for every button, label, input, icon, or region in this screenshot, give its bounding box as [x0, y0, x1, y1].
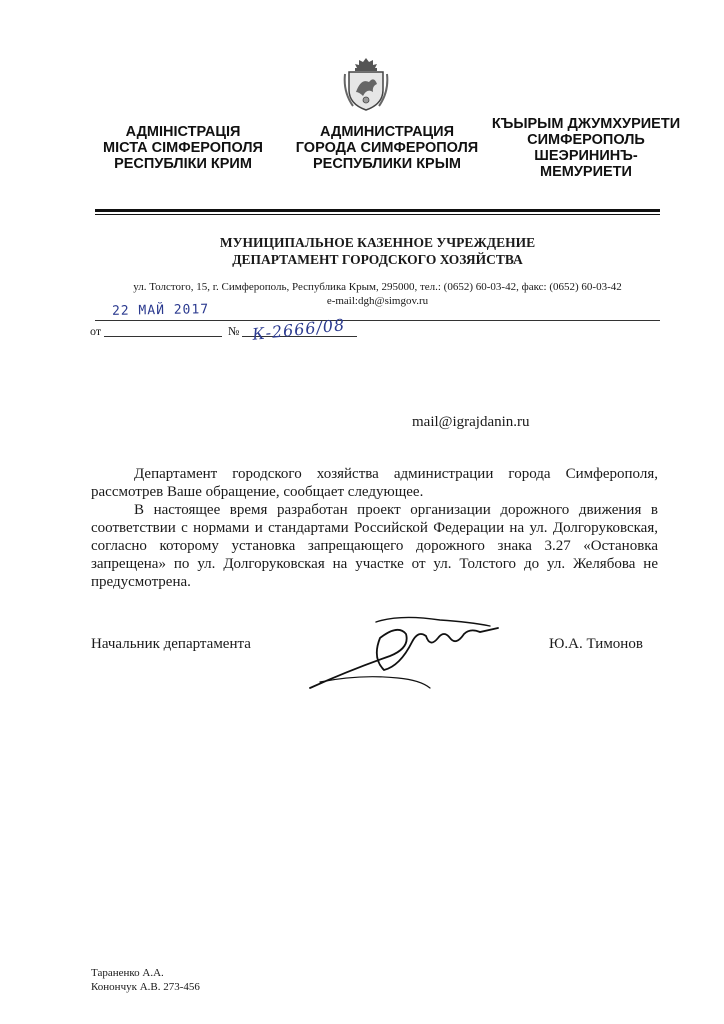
organization-line: МУНИЦИПАЛЬНОЕ КАЗЕННОЕ УЧРЕЖДЕНИЕ [219, 235, 536, 250]
header-left-line: РЕСПУБЛІКИ КРИМ [114, 156, 252, 172]
crimea-coat-of-arms-icon [343, 56, 389, 112]
header-right-line: СИМФЕРОПОЛЬ [527, 132, 645, 148]
header-divider-thin [95, 214, 660, 215]
signatory-title: Начальник департамента [91, 636, 251, 652]
header-center-line: РЕСПУБЛИКИ КРЫМ [312, 156, 461, 172]
body-paragraph: В настоящее время разработан проект организации дорожного движения в соответствии с нормами и стандартами Российской Федерации на ул. Долгоруковская, согласно которому установка запрещающего дорожного знака 3.27 «Остановка запрещена» по ул. Долгоруковская на участке от ул. Толстого до ул. Желябова не предусмотрена. [91, 502, 658, 590]
signatory-name: Ю.А. Тимонов [549, 636, 643, 652]
executor-line: Конончук А.В. 273-456 [91, 981, 200, 993]
header-right-line: ШЕЭРИНИНЪ- [534, 148, 638, 164]
body-paragraph: Департамент городского хозяйства администрации города Симферополя, рассмотрев Ваше обращение, сообщает следующее. [91, 466, 658, 500]
recipient-email: mail@igrajdanin.ru [412, 414, 530, 430]
date-stamp: 22 МАЙ 2017 [111, 302, 210, 319]
organization-name [95, 234, 660, 268]
header-center-line: АДМИНИСТРАЦИЯ [319, 124, 454, 140]
handwritten-number: К-2666/08 [251, 315, 347, 344]
header-left-line: МІСТА СІМФЕРОПОЛЯ [103, 140, 263, 156]
from-label: от [90, 324, 102, 338]
header-left-line: АДМІНІСТРАЦІЯ [125, 124, 241, 140]
executor-line: Тараненко А.А. [91, 967, 164, 979]
address-email: e-mail:dgh@simgov.ru [326, 295, 429, 307]
handwritten-signature [280, 608, 520, 698]
number-label: № [228, 324, 240, 338]
header-right-line: МЕМУРИЕТИ [540, 164, 632, 180]
address-line: ул. Толстого, 15, г. Симферополь, Республика Крым, 295000, тел.: (0652) 60-03-42, факс: (0652) 60-03-42 [133, 281, 622, 293]
header-center-line: ГОРОДА СИМФЕРОПОЛЯ [295, 140, 479, 156]
date-underline [104, 336, 222, 337]
executors-block [91, 966, 200, 994]
header-ukrainian [88, 124, 278, 172]
organization-line: ДЕПАРТАМЕНТ ГОРОДСКОГО ХОЗЯЙСТВА [232, 252, 523, 267]
header-crimean-tatar [486, 116, 686, 180]
header-divider-thick [95, 209, 660, 212]
header-russian [287, 124, 487, 172]
header-right-line: КЪЫРЫМ ДЖУМХУРИЕТИ [491, 116, 681, 132]
letter-body [91, 465, 658, 591]
